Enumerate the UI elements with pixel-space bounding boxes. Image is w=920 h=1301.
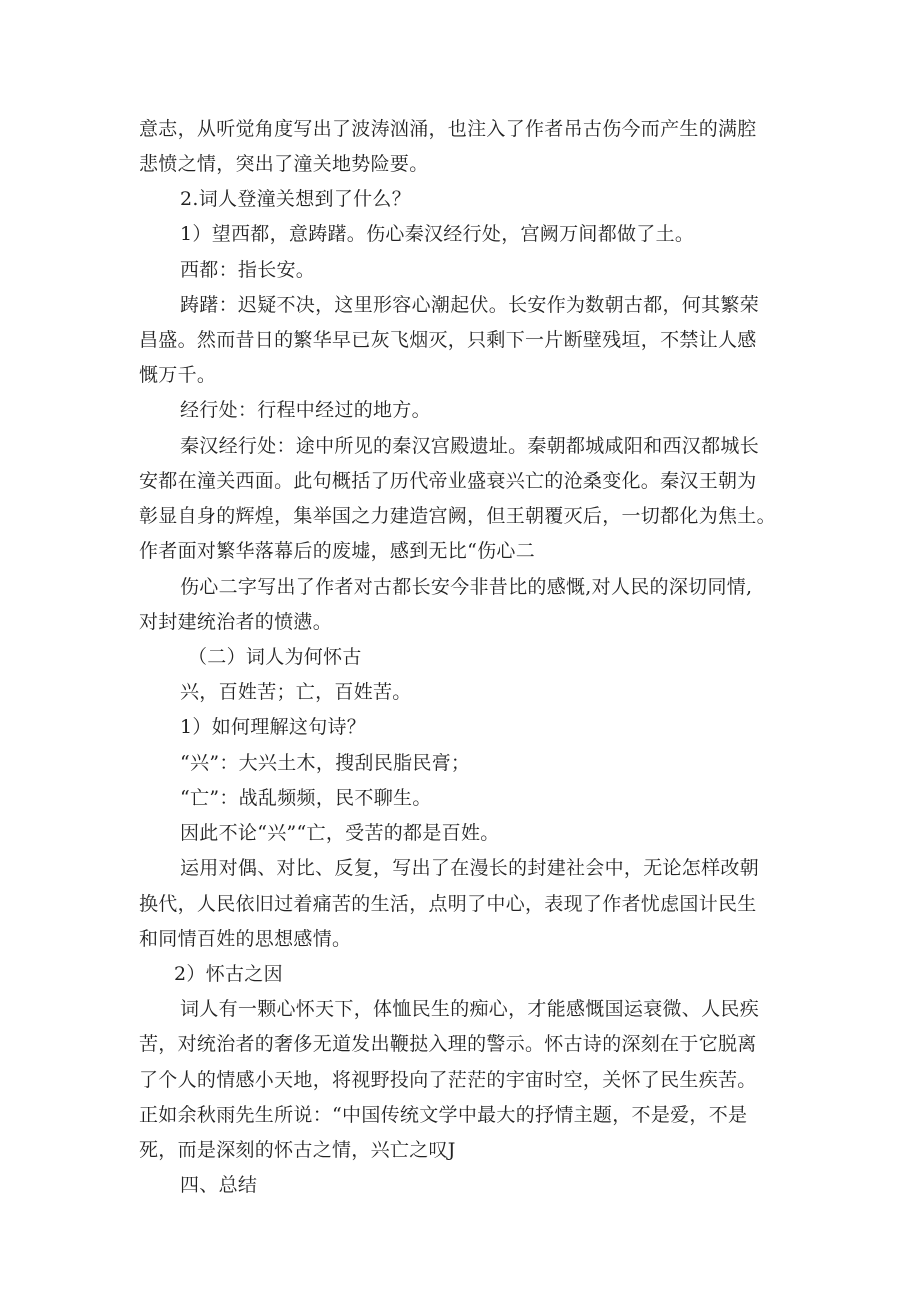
text-line: 2）怀古之因 [174, 963, 283, 985]
text-line: 伤心二字写出了作者对古都长安今非昔比的感慨,对人民的深切同情, [180, 576, 753, 598]
text-line: 西都：指长安。 [180, 259, 316, 281]
text-line: 安都在潼关西面。此句概括了历代帝业盛衰兴亡的沧桑变化。秦汉王朝为 [139, 470, 757, 492]
text-line: 苦，对统治者的奢侈无道发出鞭挞入理的警示。怀古诗的深刻在于它脱离 [139, 1033, 757, 1055]
text-line: 正如余秋雨先生所说：“中国传统文学中最大的抒情主题，不是爱，不是 [139, 1104, 748, 1126]
text-line: 昌盛。然而昔日的繁华早已灰飞烟灭，只剩下一片断壁残垣，不禁让人感 [139, 329, 757, 351]
text-line: 彰显自身的辉煌，集举国之力建造宫阙，但王朝覆灭后，一切都化为焦土。 [139, 505, 776, 527]
text-line: 1）如何理解这句诗？ [180, 716, 367, 738]
text-line: 对封建统治者的愤懑。 [139, 611, 333, 633]
text-line: “兴”：大兴土木，搜刮民脂民膏； [180, 752, 471, 774]
text-line: 悲愤之情，突出了潼关地势险要。 [139, 153, 429, 175]
text-line: 因此不论“兴”“亡，受苦的都是百姓。 [180, 822, 500, 844]
text-line: 慨万千。 [139, 364, 217, 386]
text-line: 运用对偶、对比、反复，写出了在漫长的封建社会中，无论怎样改朝 [180, 857, 760, 879]
text-line: 兴，百姓苦；亡，百姓苦。 [180, 681, 412, 703]
text-line: 踌躇：迟疑不决，这里形容心潮起伏。长安作为数朝古都，何其繁荣 [180, 294, 760, 316]
text-line: 经行处：行程中经过的地方。 [180, 399, 431, 421]
text-line: 秦汉经行处：途中所见的秦汉宫殿遗址。秦朝都城咸阳和西汉都城长 [180, 435, 760, 457]
section-heading: 四、总结 [180, 1174, 258, 1196]
text-line: 2.词人登潼关想到了什么？ [180, 188, 412, 210]
section-heading: （二）词人为何怀古 [188, 646, 362, 668]
text-line: 换代，人民依旧过着痛苦的生活，点明了中心，表现了作者忧虑国计民生 [139, 893, 757, 915]
text-line: 1）望西都，意踌躇。伤心秦汉经行处，宫阙万间都做了土。 [180, 223, 695, 245]
text-line: 词人有一颗心怀天下，体恤民生的痴心，才能感慨国运衰微、人民疾 [180, 998, 760, 1020]
text-line: 和同情百姓的思想感情。 [139, 928, 352, 950]
text-line: 意志，从听觉角度写出了波涛汹涌，也注入了作者吊古伤今而产生的满腔 [139, 118, 757, 140]
text-line: 了个人的情感小天地，将视野投向了茫茫的宇宙时空，关怀了民生疾苦。 [139, 1069, 757, 1091]
text-line: 死，而是深刻的怀古之情，兴亡之叹J [139, 1139, 456, 1161]
text-line: “亡”：战乱频频，民不聊生。 [180, 787, 432, 809]
text-line: 作者面对繁华落幕后的废墟，感到无比“伤心二 [139, 540, 536, 562]
